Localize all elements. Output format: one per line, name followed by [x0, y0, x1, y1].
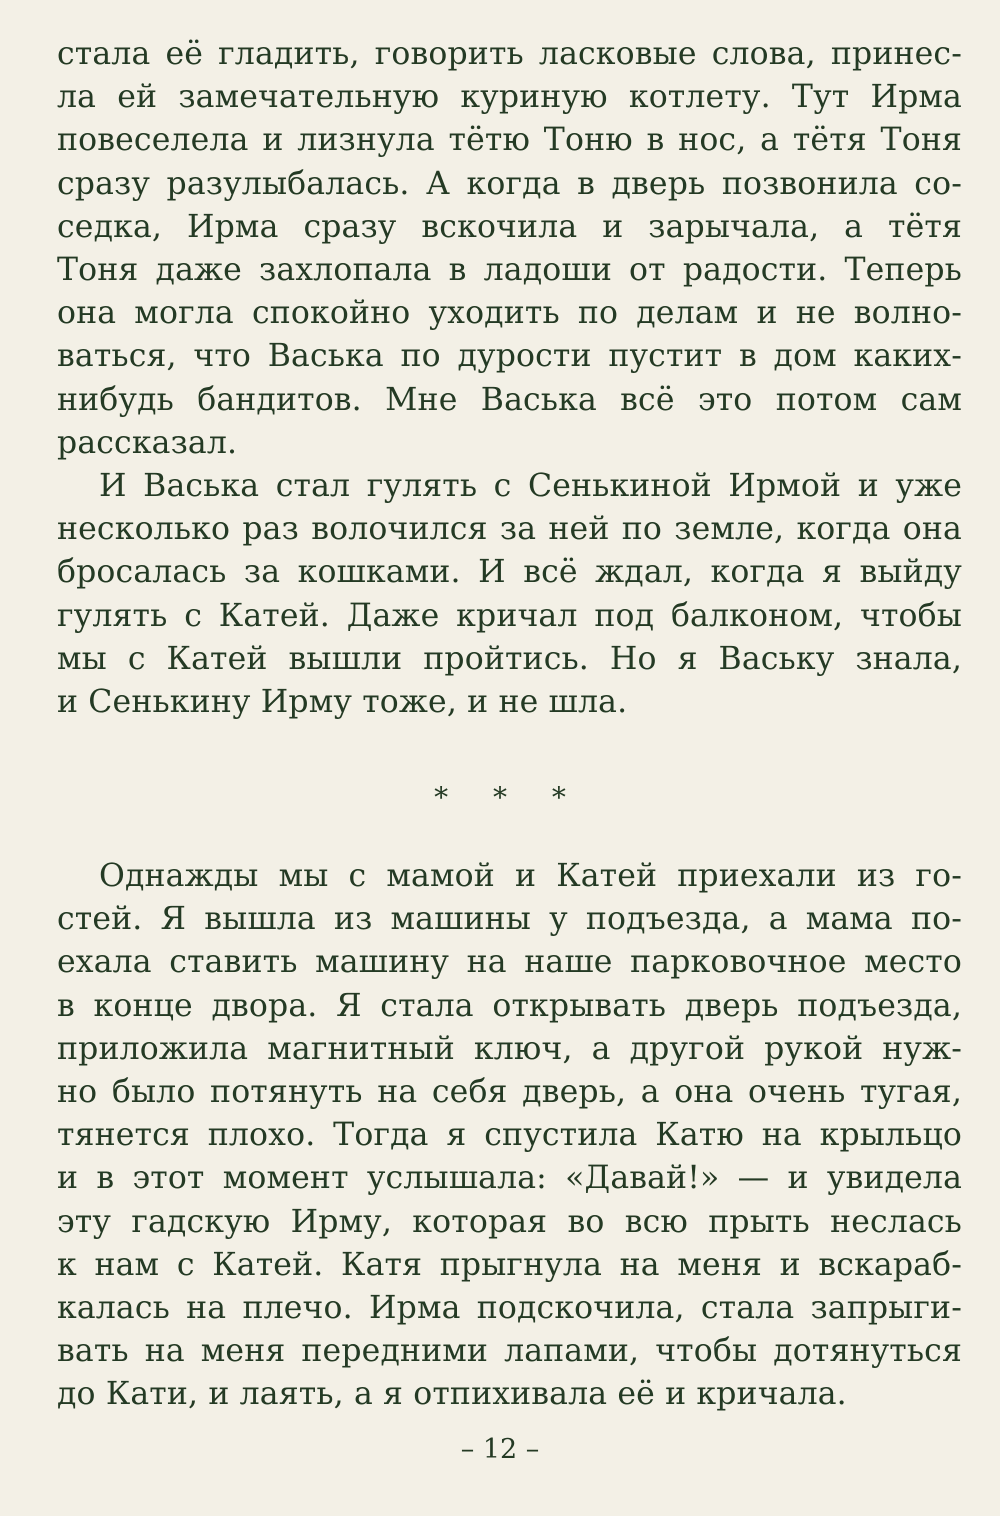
text-line: тянется плохо. Тогда я спустила Катю на крыльцо: [57, 1117, 962, 1154]
text-line: эту гадскую Ирму, которая во всю прыть неслась: [57, 1203, 962, 1240]
page-number: – 12 –: [460, 1434, 540, 1465]
text-line: и в этот момент услышала: «Давай!» — и увидела: [57, 1160, 962, 1197]
text-line: седка, Ирма сразу вскочила и зарычала, а тётя: [57, 208, 962, 245]
text-line: сразу разулыбалась. А когда в дверь позвонила со-: [57, 165, 962, 202]
text-line: мы с Катей вышли пройтись. Но я Ваську знала,: [57, 640, 962, 677]
text-line: И Васька стал гулять с Сенькиной Ирмой и уже: [99, 468, 962, 504]
text-line: несколько раз волочился за ней по земле, когда она: [57, 511, 962, 548]
text-line: и Сенькину Ирму тоже, и не шла.: [57, 683, 628, 720]
paragraph-3: [57, 855, 962, 1416]
text-line: ваться, что Васька по дурости пустит в дом каких-: [57, 338, 962, 375]
text-line: стала её гладить, говорить ласковые слова, принес-: [57, 36, 962, 72]
text-line: ехала ставить машину на наше парковочное место: [57, 944, 962, 981]
text-line: она могла спокойно уходить по делам и не волно-: [57, 295, 962, 332]
text-line: вать на меня передними лапами, чтобы дотянуться: [57, 1333, 962, 1370]
text-line: стей. Я вышла из машины у подъезда, а мама по-: [57, 901, 962, 938]
text-line: калась на плечо. Ирма подскочила, стала запрыги-: [57, 1289, 962, 1326]
text-line: Тоня даже захлопала в ладоши от радости. Теперь: [57, 251, 962, 288]
text-line: бросалась за кошками. И всё ждал, когда я выйду: [57, 554, 962, 591]
text-line: к нам с Катей. Катя прыгнула на меня и вскараб-: [57, 1246, 962, 1283]
text-line: ла ей замечательную куриную котлету. Тут Ирма: [57, 79, 962, 116]
text-line: повеселела и лизнула тётю Тоню в нос, а тётя Тоня: [57, 122, 962, 159]
paragraph-2: [57, 465, 962, 724]
text-line: гулять с Катей. Даже кричал под балконом, чтобы: [57, 597, 962, 634]
paragraph-1: [57, 33, 962, 465]
text-line: до Кати, и лаять, а я отпихивала её и кричала.: [57, 1376, 847, 1413]
section-separator: * * *: [434, 781, 584, 814]
text-line: нибудь бандитов. Мне Васька всё это потом сам: [57, 381, 962, 418]
text-line: но было потянуть на себя дверь, а она очень тугая,: [57, 1073, 962, 1110]
text-line: рассказал.: [57, 424, 238, 461]
text-line: Однажды мы с мамой и Катей приехали из го-: [99, 858, 962, 894]
text-line: в конце двора. Я стала открывать дверь подъезда,: [57, 987, 962, 1024]
text-line: приложила магнитный ключ, а другой рукой нуж-: [57, 1030, 962, 1067]
